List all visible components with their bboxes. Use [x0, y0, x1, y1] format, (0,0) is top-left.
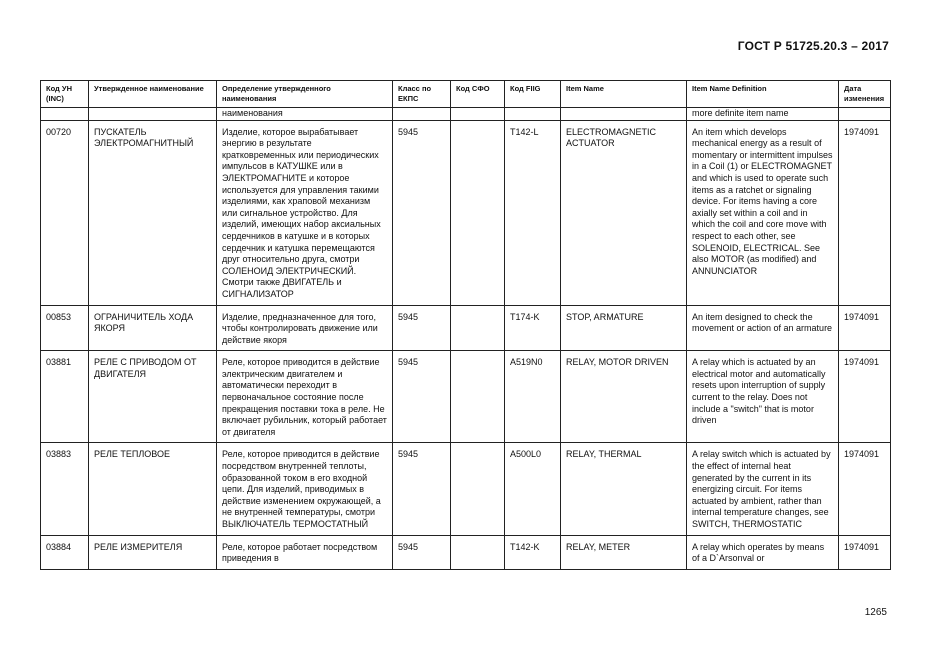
continuation-row	[41, 108, 891, 121]
cell-sfo	[451, 535, 505, 569]
cell-definition-ru: Реле, которое работает посредством приведения в	[217, 535, 393, 569]
cell-date: 1974091	[839, 305, 891, 351]
cell-name-ru: РЕЛЕ ИЗМЕРИТЕЛЯ	[89, 535, 217, 569]
cell-sfo	[451, 351, 505, 443]
cell-definition-ru: Изделие, предназначенное для того, чтобы контролировать движение или действие якоря	[217, 305, 393, 351]
column-header-item-name: Item Name	[561, 81, 687, 108]
cell-fiig: A519N0	[505, 351, 561, 443]
cell-inc: 00853	[41, 305, 89, 351]
cell-inc: 03883	[41, 443, 89, 535]
cell-fiig: T142-K	[505, 535, 561, 569]
cell-definition-ru: Реле, которое приводится в действие посредством внутренней теплоты, образованной током в его входной цепи. Для изделий, приводимых в действие изменением окружающей, а не внутренней температуры, смотри ВЫКЛЮЧАТЕЛЬ ТЕРМОСТАТНЫЙ	[217, 443, 393, 535]
cell-class: 5945	[393, 120, 451, 305]
cell-name-ru: РЕЛЕ ТЕПЛОВОЕ	[89, 443, 217, 535]
cell-definition-en: An item designed to check the movement or action of an armature	[687, 305, 839, 351]
cell-class	[393, 108, 451, 121]
column-header-name-ru: Утвержденное наименование	[89, 81, 217, 108]
cell-item-name: RELAY, MOTOR DRIVEN	[561, 351, 687, 443]
cell-definition-en: An item which develops mechanical energy as a result of momentary or intermittent impulses in a Coil (1) or ELECTROMAGNET and which is used to operate such items as a ratchet or signaling device. For items having a core axially set within a coil and in which the coil and core move with respect to each other, see SOLENOID, ELECTRICAL. See also MOTOR (as modified) and ANNUNCIATOR	[687, 120, 839, 305]
column-header-definition-ru: Определение утвержденного наименования	[217, 81, 393, 108]
cell-definition-ru: наименования	[217, 108, 393, 121]
cell-name-ru: ПУСКАТЕЛЬ ЭЛЕКТРОМАГНИТНЫЙ	[89, 120, 217, 305]
cell-definition-en: A relay switch which is actuated by the effect of internal heat generated by the current in its energizing circuit. For items actuated by ambient, rather than internal temperature changes, see SWITCH, THERMOSTATIC	[687, 443, 839, 535]
cell-fiig	[505, 108, 561, 121]
cell-inc: 00720	[41, 120, 89, 305]
column-header-class: Класс по ЕКПС	[393, 81, 451, 108]
table-row	[41, 305, 891, 351]
cell-definition-ru: Изделие, которое вырабатывает энергию в результате кратковременных или периодических импульсов в КАТУШКЕ или в ЭЛЕКТРОМАГНИТЕ и которое используется для управления такими изделиями, как храповой механизм или сигнальное устройство. Для изделий, имеющих набор аксиальных сердечников в катушке и в которых сердечник и катушка перемещаются друг относительно друга, смотри СОЛЕНОИД ЭЛЕКТРИЧЕСКИЙ. Смотри также ДВИГАТЕЛЬ и СИГНАЛИЗАТОР	[217, 120, 393, 305]
column-header-definition-en: Item Name Definition	[687, 81, 839, 108]
cell-definition-en: A relay which operates by means of a D`Arsonval or	[687, 535, 839, 569]
table-header-row	[41, 81, 891, 108]
cell-class: 5945	[393, 443, 451, 535]
column-header-fiig: Код FIIG	[505, 81, 561, 108]
table-row	[41, 535, 891, 569]
cell-inc	[41, 108, 89, 121]
cell-name-ru: ОГРАНИЧИТЕЛЬ ХОДА ЯКОРЯ	[89, 305, 217, 351]
cell-sfo	[451, 120, 505, 305]
cell-class: 5945	[393, 535, 451, 569]
cell-definition-ru: Реле, которое приводится в действие электрическим двигателем и автоматически переходит в первоначальное состояние после прекращения поставки тока в реле. Не включает рубильник, который работает от двигателя	[217, 351, 393, 443]
page-number: 1265	[864, 607, 887, 618]
cell-fiig: T142-L	[505, 120, 561, 305]
catalog-table	[40, 80, 891, 570]
table-row	[41, 120, 891, 305]
cell-fiig: T174-K	[505, 305, 561, 351]
column-header-sfo: Код СФО	[451, 81, 505, 108]
cell-item-name: STOP, ARMATURE	[561, 305, 687, 351]
table-row	[41, 443, 891, 535]
cell-sfo	[451, 443, 505, 535]
column-header-inc: Код УН (INC)	[41, 81, 89, 108]
cell-item-name: ELECTROMAGNETIC ACTUATOR	[561, 120, 687, 305]
cell-sfo	[451, 108, 505, 121]
cell-date: 1974091	[839, 351, 891, 443]
cell-inc: 03881	[41, 351, 89, 443]
cell-date: 1974091	[839, 120, 891, 305]
cell-item-name	[561, 108, 687, 121]
cell-item-name: RELAY, THERMAL	[561, 443, 687, 535]
column-header-date: Дата изменения	[839, 81, 891, 108]
cell-definition-en: A relay which is actuated by an electrical motor and automatically resets upon interruption of supply current to the relay. Does not include a "switch" that is motor driven	[687, 351, 839, 443]
cell-name-ru	[89, 108, 217, 121]
cell-name-ru: РЕЛЕ С ПРИВОДОМ ОТ ДВИГАТЕЛЯ	[89, 351, 217, 443]
table-row	[41, 351, 891, 443]
cell-class: 5945	[393, 351, 451, 443]
cell-date: 1974091	[839, 443, 891, 535]
cell-inc: 03884	[41, 535, 89, 569]
cell-fiig: A500L0	[505, 443, 561, 535]
cell-sfo	[451, 305, 505, 351]
cell-definition-en: more definite item name	[687, 108, 839, 121]
cell-class: 5945	[393, 305, 451, 351]
cell-date	[839, 108, 891, 121]
cell-date: 1974091	[839, 535, 891, 569]
cell-item-name: RELAY, METER	[561, 535, 687, 569]
document-header-title: ГОСТ Р 51725.20.3 – 2017	[737, 39, 889, 53]
